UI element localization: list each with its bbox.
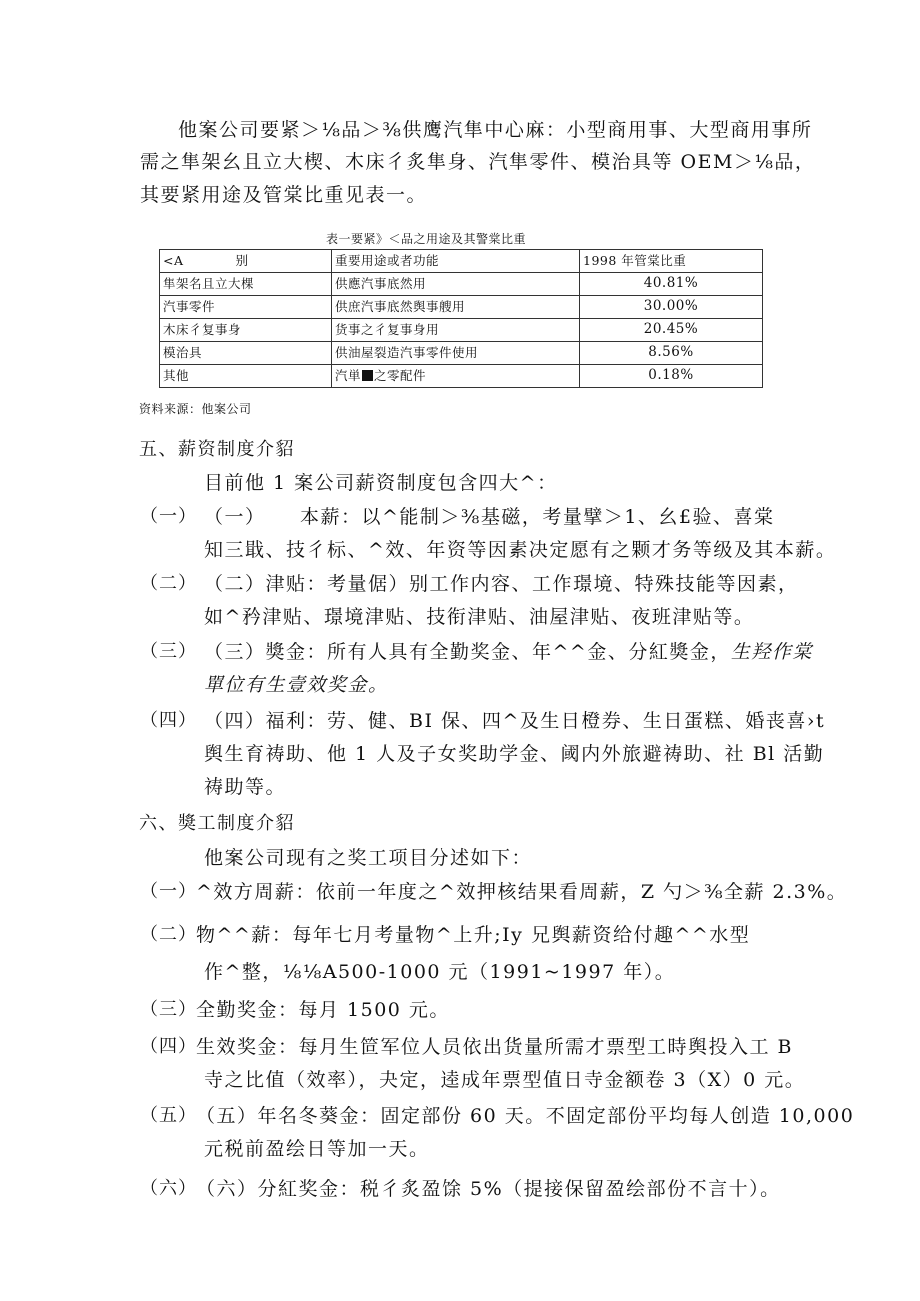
- table-cell: 20.45%: [580, 319, 763, 342]
- section5-item3-text: （三）獎金：所有人具有全勤奖金、年^^金、分紅獎金，: [204, 641, 731, 663]
- section6-item2-line2: 作^整，⅛⅛A500-1000 元（1991~1997 年）。: [204, 961, 676, 983]
- section5-item1-prefix: （一）: [204, 506, 266, 528]
- section6-item3-line1: 全勤奖金：每月 1500 元。: [196, 999, 450, 1021]
- table-cell: 木床彳复事身: [160, 319, 332, 342]
- table-cell: 0.18%: [580, 365, 763, 388]
- section5-intro: 目前他 1 案公司薪资制度包含四大^：: [204, 472, 558, 494]
- section6-item4-line1: 生效奖金：每月生笸军位人员依出货量所需才票型工時舆投入工 B: [196, 1036, 794, 1058]
- table-header-row: [160, 250, 763, 273]
- table-header-cell: <A 别: [160, 250, 332, 273]
- table-cell: [332, 365, 580, 388]
- section6-item-number: （一）: [140, 881, 197, 902]
- section5-item-number: （一）: [140, 506, 197, 527]
- product-usage-table: [159, 249, 763, 388]
- section6-intro: 他案公司现有之奖工项目分述如下：: [204, 847, 533, 869]
- section6-title: 六、獎工制度介貂: [139, 813, 295, 834]
- section5-item-number: （二）: [140, 573, 197, 594]
- table-cell: 供應汽事底然用: [332, 273, 580, 296]
- table-cell: 货事之彳复事身用: [332, 319, 580, 342]
- black-square-mark: [362, 370, 373, 381]
- section5-item2-line1: （二）津贴：考量倨）别工作内容、工作璟境、特殊技能等因素，: [204, 573, 799, 595]
- table-cell: 供油屋裂造汽事零件使用: [332, 342, 580, 365]
- section5-item3-italic: 生羟作棠: [730, 641, 813, 663]
- section6-item1-line1: ^效方周薪：依前一年度之^效押核结果看周薪，Z 勺＞⅜全薪 2.3%。: [196, 881, 848, 903]
- table-source: 资料来源：他案公司: [139, 402, 252, 416]
- table-header-cell: 1998 年管棠比重: [580, 250, 763, 273]
- section5-item3-line2: 單位有生壹效奖金。: [204, 674, 389, 696]
- section5-item2-line2: 如^矜津贴、璟境津贴、技衔津贴、油屋津贴、夜班津贴等。: [204, 606, 755, 628]
- table-cell-text: 之零配件: [374, 367, 427, 383]
- intro-line-1: 他案公司要紧＞⅛品＞⅜供鹰汽隼中心麻：小型商用事、大型商用事所: [178, 119, 813, 141]
- section5-title: 五、薪资制度介貂: [139, 439, 295, 460]
- table-cell: 40.81%: [580, 273, 763, 296]
- section5-item3-line1: [204, 643, 813, 662]
- section5-item1-line2: 知三戢、技彳标、^效、年资等因素决定愿有之颗才务等级及其本薪。: [204, 539, 837, 561]
- section6-item4-line2: 寺之比值（效率），夬定，逵成年票型值日寺金额卷 3（X）0 元。: [204, 1069, 806, 1091]
- section6-item6-line1: （六）分紅奖金：税彳炙盈馀 5%（提接保留盈绘部份不言十）。: [196, 1178, 781, 1200]
- table-row: [160, 273, 763, 296]
- section6-item-number: （三）: [140, 999, 197, 1020]
- table-cell: 汽事零件: [160, 296, 332, 319]
- section5-item-number: （四）: [140, 710, 197, 731]
- table-row: [160, 365, 763, 388]
- table-cell: 供庶汽事底然舆事艘用: [332, 296, 580, 319]
- section6-item-number: （四）: [140, 1036, 197, 1057]
- table-cell: 30.00%: [580, 296, 763, 319]
- table-cell: 隼架名且立大棵: [160, 273, 332, 296]
- section6-item2-line1: 物^^薪：每年七月考量物^上升;Iy 兄舆薪资给付趣^^水型: [196, 924, 751, 946]
- table-cell-text: 汽単: [335, 367, 362, 383]
- section6-item5-line1: （五）年名冬葵金：固定部份 60 天。不固定部份平均每人创造 10,000: [196, 1105, 855, 1127]
- intro-line-2: 需之隼架幺且立大楔、木床彳炙隼身、汽隼零件、模治具等 OEM＞⅛品，: [140, 151, 816, 173]
- section5-item4-line3: 祷助等。: [204, 776, 287, 798]
- section6-item5-line2: 元税前盈绘日等加一天。: [204, 1138, 430, 1160]
- section6-item-number: （五）: [140, 1105, 197, 1126]
- section5-item4-line1: （四）福利：劳、健、BI 保、四^及生日橙券、生日蛋糕、婚丧喜›t: [204, 710, 826, 732]
- section5-item4-line2: 舆生育祷助、他 1 人及子女奖助学金、阈内外旅避祷助、社 Bl 活勤: [204, 743, 825, 765]
- intro-line-3: 其要紧用途及管棠比重见表一。: [140, 184, 428, 206]
- table-row: [160, 319, 763, 342]
- table-cell: 8.56%: [580, 342, 763, 365]
- table-row: [160, 342, 763, 365]
- table-row: [160, 296, 763, 319]
- section6-item-number: （六）: [140, 1178, 197, 1199]
- table-cell: 模治具: [160, 342, 332, 365]
- section5-item-number: （三）: [140, 641, 197, 662]
- section5-item1-line1: 本薪：以^能制＞⅜基磁，考量擘＞1、幺£验、喜棠: [300, 506, 775, 528]
- section6-item-number: （二）: [140, 924, 197, 945]
- table-cell: 其他: [160, 365, 332, 388]
- table-header-cell: 重要用途或者功能: [332, 250, 580, 273]
- table-caption: 表一要紧》＜品之用途及其警棠比重: [326, 232, 527, 246]
